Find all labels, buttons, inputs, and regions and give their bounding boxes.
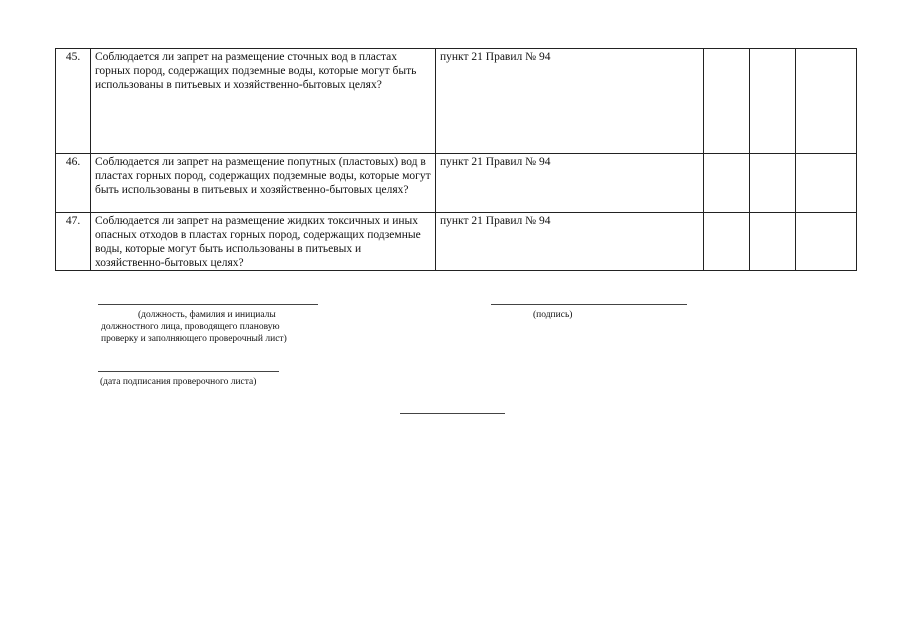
answer-na-cell xyxy=(796,154,857,213)
question-cell: Соблюдается ли запрет на размещение попутных (пластовых) вод в пластах горных пород, содержащих подземные воды, которые могут быть использованы в питьевых и хозяйственно-бытовых целях? xyxy=(91,154,436,213)
checklist-table xyxy=(55,48,857,271)
official-caption-line1: (должность, фамилия и инициалы xyxy=(138,310,276,320)
answer-na-cell xyxy=(796,213,857,271)
answer-no-cell xyxy=(750,49,796,154)
answer-yes-cell xyxy=(704,154,750,213)
row-number: 45. xyxy=(56,49,91,154)
reference-cell: пункт 21 Правил № 94 xyxy=(436,49,704,154)
reference-cell: пункт 21 Правил № 94 xyxy=(436,213,704,271)
question-cell: Соблюдается ли запрет на размещение жидких токсичных и иных опасных отходов в пластах горных пород, содержащих подземные воды, которые могут быть использованы в питьевых и хозяйственно-бытовых целях? xyxy=(91,213,436,271)
date-caption: (дата подписания проверочного листа) xyxy=(100,377,257,387)
table-row xyxy=(56,154,857,213)
reference-cell: пункт 21 Правил № 94 xyxy=(436,154,704,213)
table-row xyxy=(56,49,857,154)
answer-no-cell xyxy=(750,213,796,271)
date-line xyxy=(98,371,279,372)
answer-yes-cell xyxy=(704,49,750,154)
table-row xyxy=(56,213,857,271)
official-name-line xyxy=(98,304,318,305)
row-number: 46. xyxy=(56,154,91,213)
row-number: 47. xyxy=(56,213,91,271)
end-separator-line xyxy=(400,413,505,414)
answer-no-cell xyxy=(750,154,796,213)
answer-yes-cell xyxy=(704,213,750,271)
signature-caption: (подпись) xyxy=(533,310,573,320)
official-caption-line3: проверку и заполняющего проверочный лист) xyxy=(101,334,287,344)
official-caption-line2: должностного лица, проводящего плановую xyxy=(101,322,280,332)
question-cell: Соблюдается ли запрет на размещение сточных вод в пластах горных пород, содержащих подземные воды, которые могут быть использованы в питьевых и хозяйственно-бытовых целях? xyxy=(91,49,436,154)
signature-line xyxy=(491,304,687,305)
answer-na-cell xyxy=(796,49,857,154)
